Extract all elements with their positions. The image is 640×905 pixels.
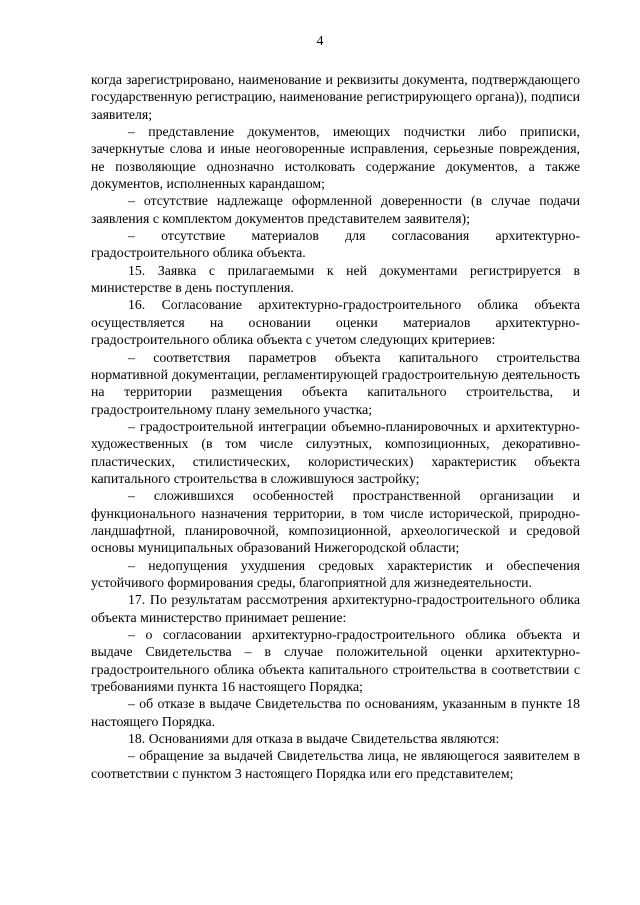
paragraph: – недопущения ухудшения средовых характеристик и обеспечения устойчивого формирования среды, благоприятной для жизнедеятельности. [91,557,580,590]
document-body [91,71,580,782]
paragraph: – о согласовании архитектурно-градостроительного облика объекта и выдаче Свидетельства – в случае положительной оценки архитектурно-градостроительного облика объекта капитального строительства в соответствии с требованиями пункта 16 настоящего Порядка; [91,627,580,695]
paragraph: – представление документов, имеющих подчистки либо приписки, зачеркнутые слова и иные неоговоренные исправления, серьезные повреждения, не позволяющие однозначно истолковать содержание документов, а также документов, исполненных карандашом; [91,124,580,192]
paragraph: – отсутствие надлежаще оформленной доверенности (в случае подачи заявления с комплектом документов представителем заявителя); [91,193,580,226]
paragraph: – соответствия параметров объекта капитального строительства нормативной документации, регламентирующей градостроительную деятельность на территории размещения объекта капитального строительства, и градостроительному плану земельного участка; [91,349,580,417]
paragraph: – отсутствие материалов для согласования архитектурно-градостроительного облика объекта. [91,228,580,261]
paragraph: – об отказе в выдаче Свидетельства по основаниям, указанным в пункте 18 настоящего Порядка. [91,696,580,729]
paragraph: 16. Согласование архитектурно-градостроительного облика объекта осуществляется на основании оценки материалов архитектурно-градостроительного облика объекта с учетом следующих критериев: [91,297,580,348]
paragraph: – градостроительной интеграции объемно-планировочных и архитектурно-художественных (в том числе силуэтных, композиционных, декоративно-пластических, стилистических, колористических) характеристик объекта капитального строительства в сложившуюся застройку; [91,418,580,486]
paragraph: – обращение за выдачей Свидетельства лица, не являющегося заявителем в соответствии с пунктом 3 настоящего Порядка или его представителем; [91,748,580,781]
paragraph: когда зарегистрировано, наименование и реквизиты документа, подтверждающего государственную регистрацию, наименование регистрирующего органа)), подписи заявителя; [91,72,580,122]
paragraph: 18. Основаниями для отказа в выдаче Свидетельства являются: [128,731,500,747]
paragraph: 15. Заявка с прилагаемыми к ней документами регистрируется в министерстве в день поступления. [91,262,580,296]
paragraph: 17. По результатам рассмотрения архитектурно-градостроительного облика объекта министерство принимает решение: [91,592,580,625]
page-number: 4 [316,34,324,49]
paragraph: – сложившихся особенностей пространственной организации и функционального назначения территории, в том числе исторической, природно-ландшафтной, планировочной, композиционной, археологической и средовой основы муниципальных образований Нижегородской области; [91,488,580,556]
